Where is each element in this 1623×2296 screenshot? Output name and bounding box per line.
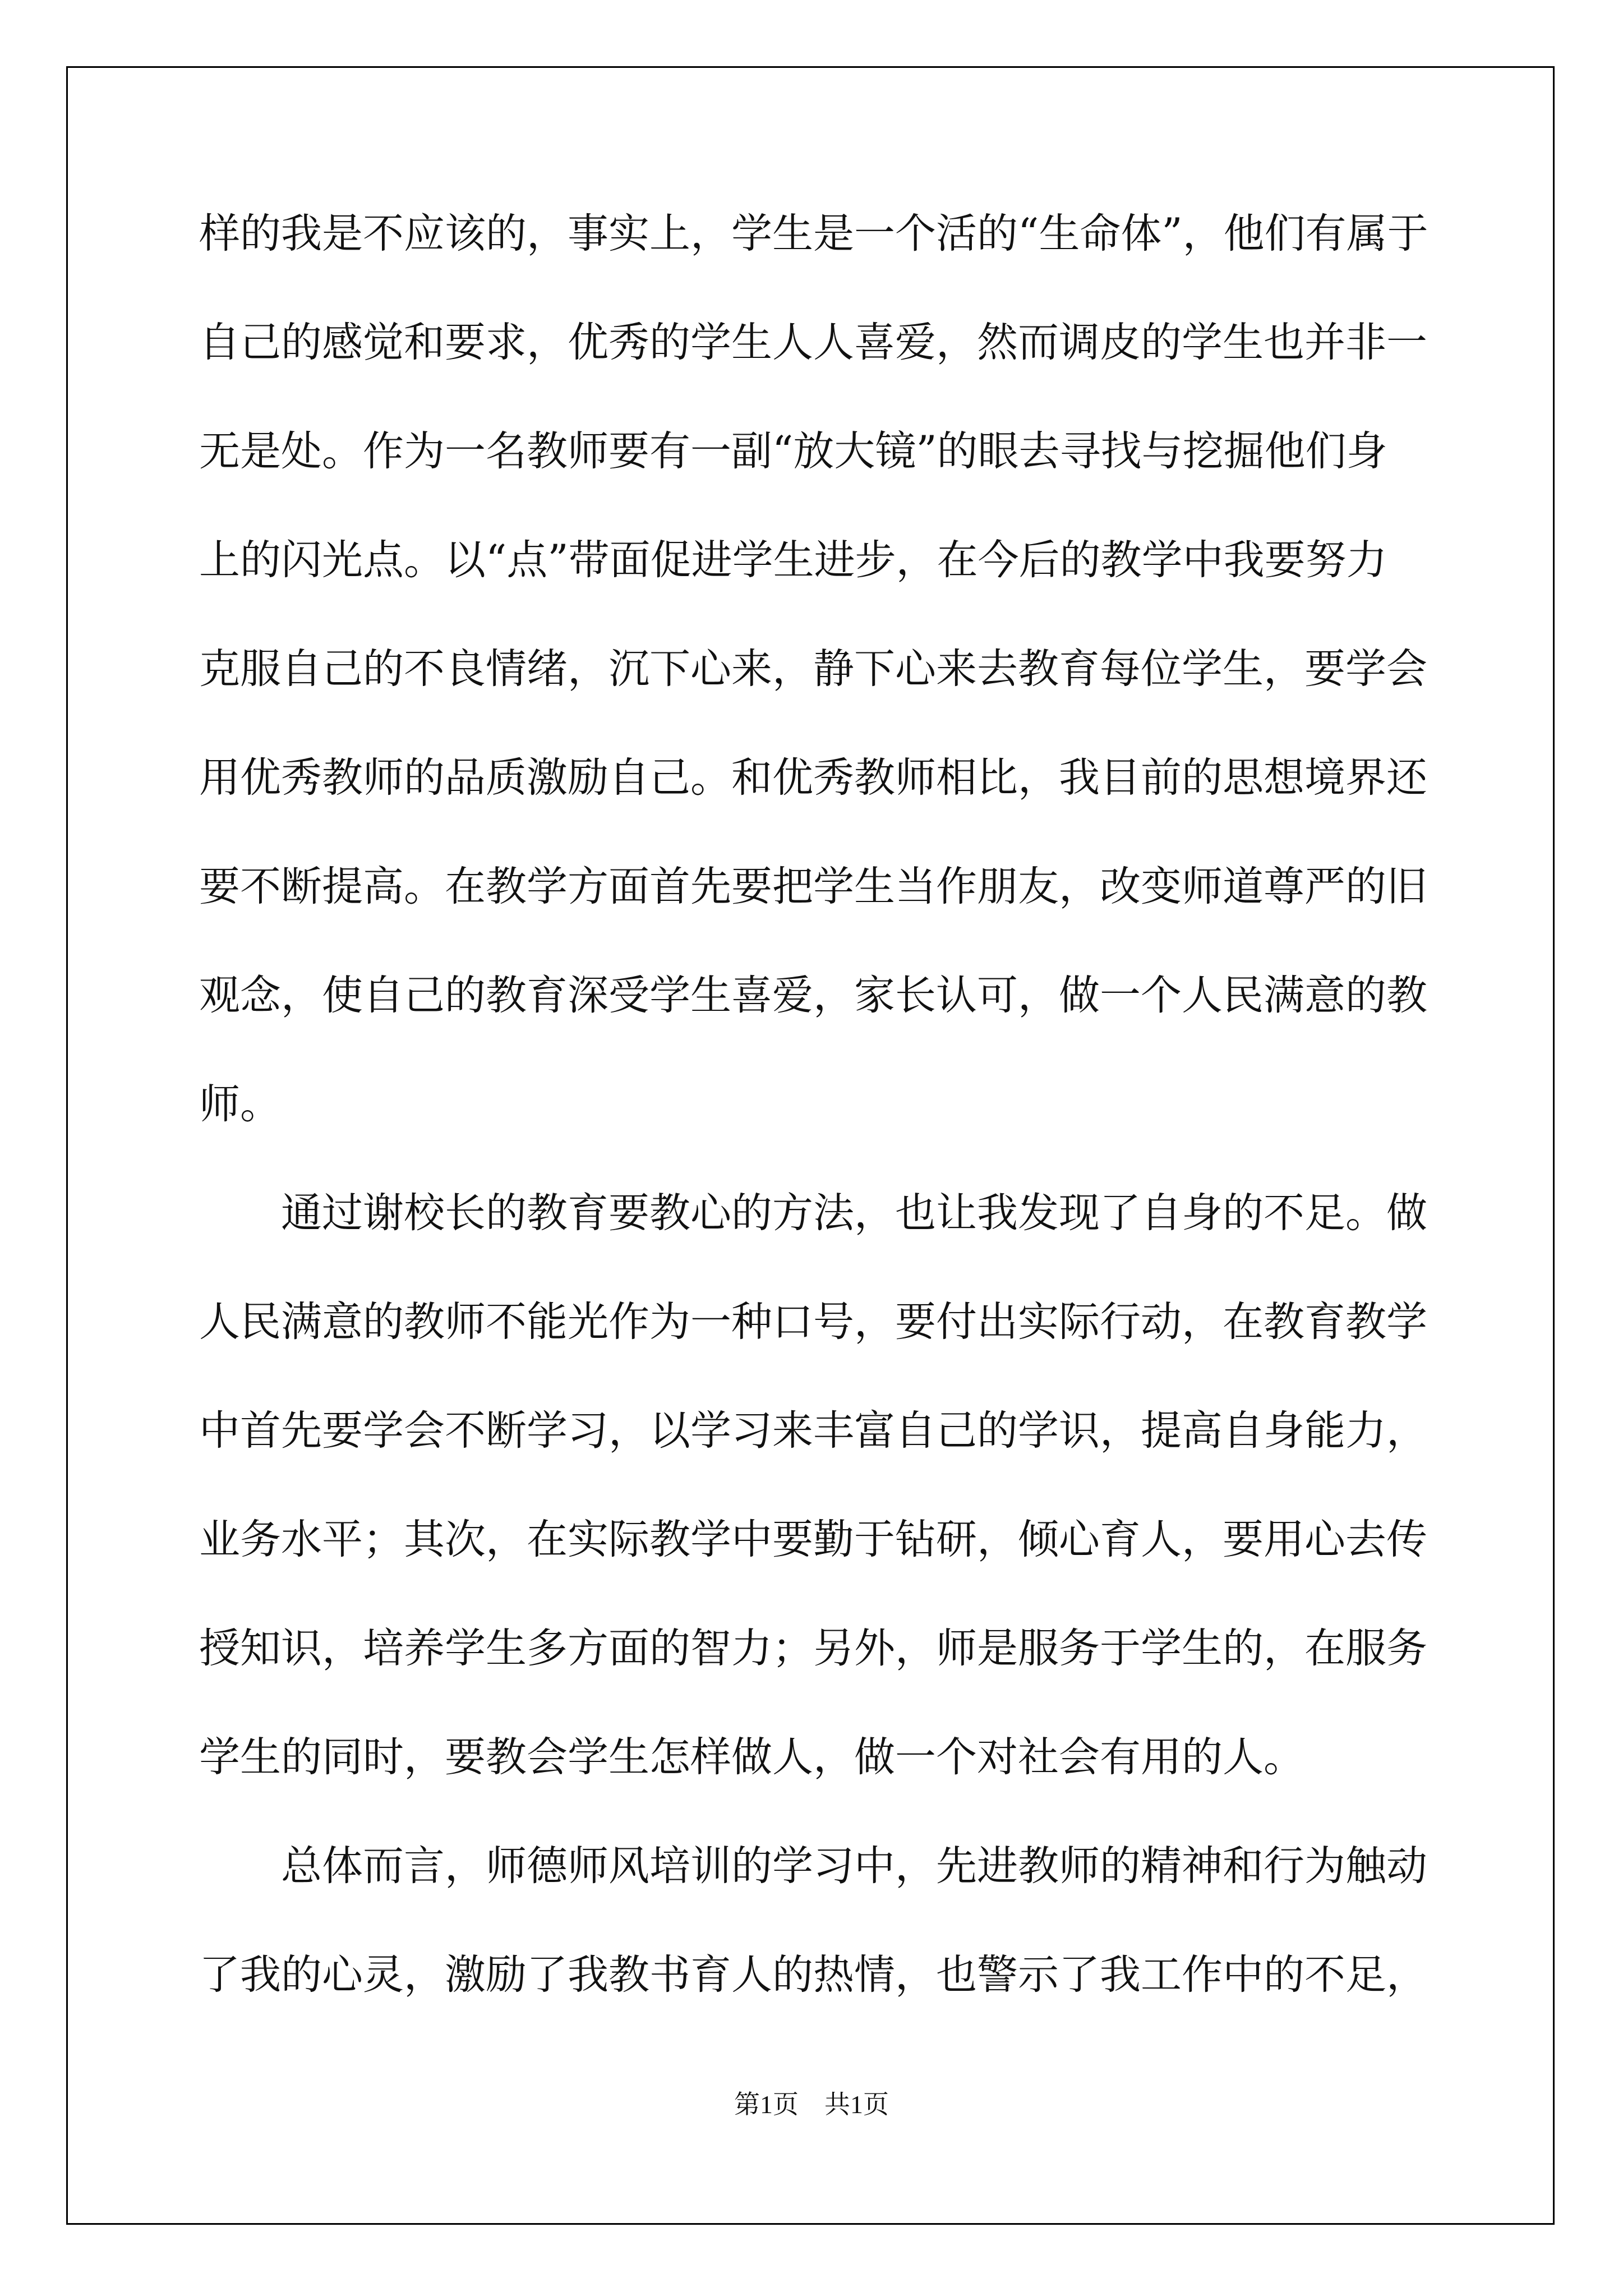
- text-line: 人民满意的教师不能光作为一种口号，要付出实际行动，在教育教学: [199, 1298, 1427, 1346]
- text-line: 通过谢校长的教育要教心的方法，也让我发现了自身的不足。做: [199, 1189, 1427, 1237]
- text-line: 克服自己的不良情绪，沉下心来，静下心来去教育每位学生，要学会: [199, 645, 1427, 693]
- text-line: 总体而言，师德师风培训的学习中，先进教师的精神和行为触动: [199, 1842, 1427, 1890]
- text-line: 无是处。作为一名教师要有一副“放大镜”的眼去寻找与挖掘他们身: [199, 427, 1387, 475]
- text-line: 上的闪光点。以“点”带面促进学生进步，在今后的教学中我要努力: [199, 536, 1387, 584]
- document-body: [199, 210, 1433, 2063]
- text-line: 自己的感觉和要求，优秀的学生人人喜爱，然而调皮的学生也并非一: [199, 319, 1427, 366]
- text-line: 师。: [199, 1080, 281, 1128]
- text-line: 样的我是不应该的，事实上，学生是一个活的“生命体”，他们有属于: [199, 210, 1428, 257]
- text-line: 观念，使自己的教育深受学生喜爱，家长认可，做一个人民满意的教: [199, 972, 1427, 1019]
- page-footer: 第1页 共1页: [734, 2090, 889, 2119]
- text-line: 要不断提高。在教学方面首先要把学生当作朋友，改变师道尊严的旧: [199, 863, 1427, 910]
- text-line: 中首先要学会不断学习，以学习来丰富自己的学识，提高自身能力，: [199, 1407, 1427, 1455]
- text-line: 授知识，培养学生多方面的智力；另外，师是服务于学生的，在服务: [199, 1625, 1427, 1672]
- text-line: 用优秀教师的品质激励自己。和优秀教师相比，我目前的思想境界还: [199, 754, 1427, 802]
- text-line: 了我的心灵，激励了我教书育人的热情，也警示了我工作中的不足，: [199, 1951, 1427, 1999]
- text-line: 学生的同时，要教会学生怎样做人，做一个对社会有用的人。: [199, 1733, 1304, 1781]
- text-line: 业务水平；其次，在实际教学中要勤于钻研，倾心育人，要用心去传: [199, 1516, 1427, 1563]
